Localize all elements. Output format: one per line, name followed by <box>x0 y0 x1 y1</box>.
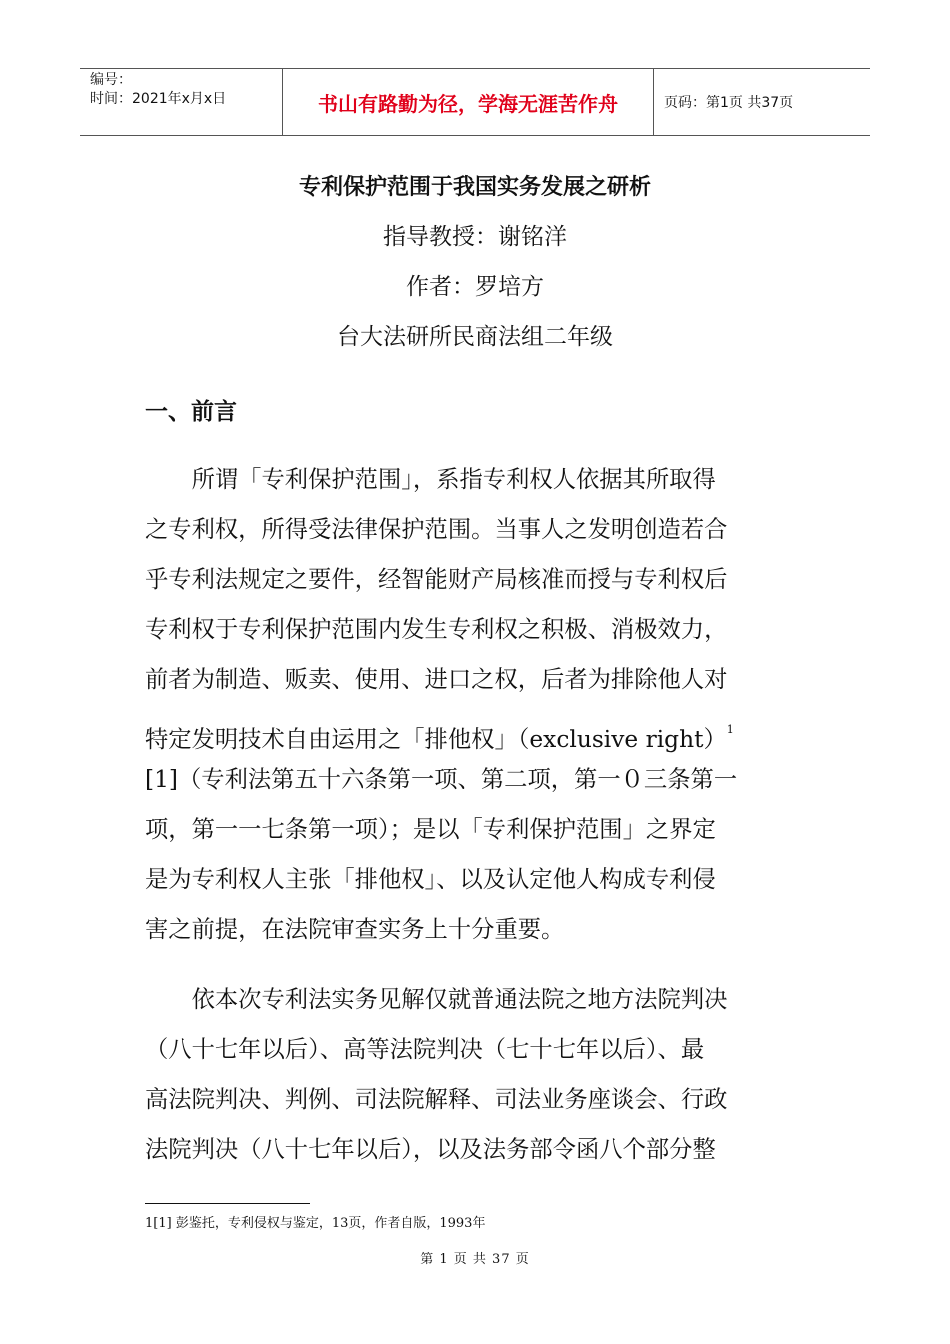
paragraph-line: 高法院判决、判例、司法院解释、司法业务座谈会、行政 <box>145 1086 728 1113</box>
paragraph-line: 项，第一一七条第一项）；是以「专利保护范围」之界定 <box>145 816 716 843</box>
paragraph-line: 害之前提，在法院审查实务上十分重要。 <box>145 916 565 943</box>
paragraph-2 <box>145 975 805 1175</box>
paragraph-line: [1]（专利法第五十六条第一项、第二项，第一０三条第一 <box>145 766 738 793</box>
paragraph-line: 所谓「专利保护范围」，系指专利权人依据其所取得 <box>145 466 716 493</box>
paragraph-line: 是为专利权人主张「排他权」、以及认定他人构成专利侵 <box>145 866 716 893</box>
section-heading: 一、前言 <box>145 399 237 425</box>
document-header <box>80 68 870 136</box>
number-label: 编号： <box>90 72 132 88</box>
paragraph-line: 前者为制造、贩卖、使用、进口之权，后者为排除他人对 <box>145 666 728 693</box>
paragraph-line-with-footnote <box>145 705 805 755</box>
affiliation-line: 台大法研所民商法组二年级 <box>337 324 613 350</box>
paragraph-line: 专利权于专利保护范围内发生专利权之积极、消极效力， <box>145 616 728 643</box>
header-meta <box>80 69 282 135</box>
page-footer: 第 1 页 共 37 页 <box>420 1252 530 1267</box>
paragraph-line: （八十七年以后）、高等法院判决（七十七年以后）、最 <box>145 1036 705 1063</box>
paragraph-line: 依本次专利法实务见解仅就普通法院之地方法院判决 <box>145 986 728 1013</box>
paragraph-line-text: 特定发明技术自由运用之「排他权」（exclusive right） <box>145 726 727 753</box>
header-page-info: 页码：第1页 共37页 <box>664 95 794 111</box>
paragraph-1 <box>145 455 805 955</box>
time-label: 时间：2021年x月x日 <box>90 91 227 107</box>
footnote: 1[1] 彭鉴托，专利侵权与鉴定，13页，作者自版，1993年 <box>145 1216 486 1231</box>
paragraph-line: 法院判决（八十七年以后），以及法务部令函八个部分整 <box>145 1136 716 1163</box>
advisor-line: 指导教授：谢铭洋 <box>383 224 567 250</box>
author-line: 作者：罗培方 <box>406 274 544 300</box>
document-title: 专利保护范围于我国实务发展之研析 <box>298 175 651 200</box>
paragraph-line: 乎专利法规定之要件，经智能财产局核准而授与专利权后 <box>145 566 728 593</box>
paragraph-line: 之专利权，所得受法律保护范围。当事人之发明创造若合 <box>145 516 728 543</box>
header-motto: 书山有路勤为径，学海无涯苦作舟 <box>282 69 654 135</box>
footnote-mark[interactable]: 1 <box>726 723 734 736</box>
footnote-divider <box>145 1203 310 1204</box>
